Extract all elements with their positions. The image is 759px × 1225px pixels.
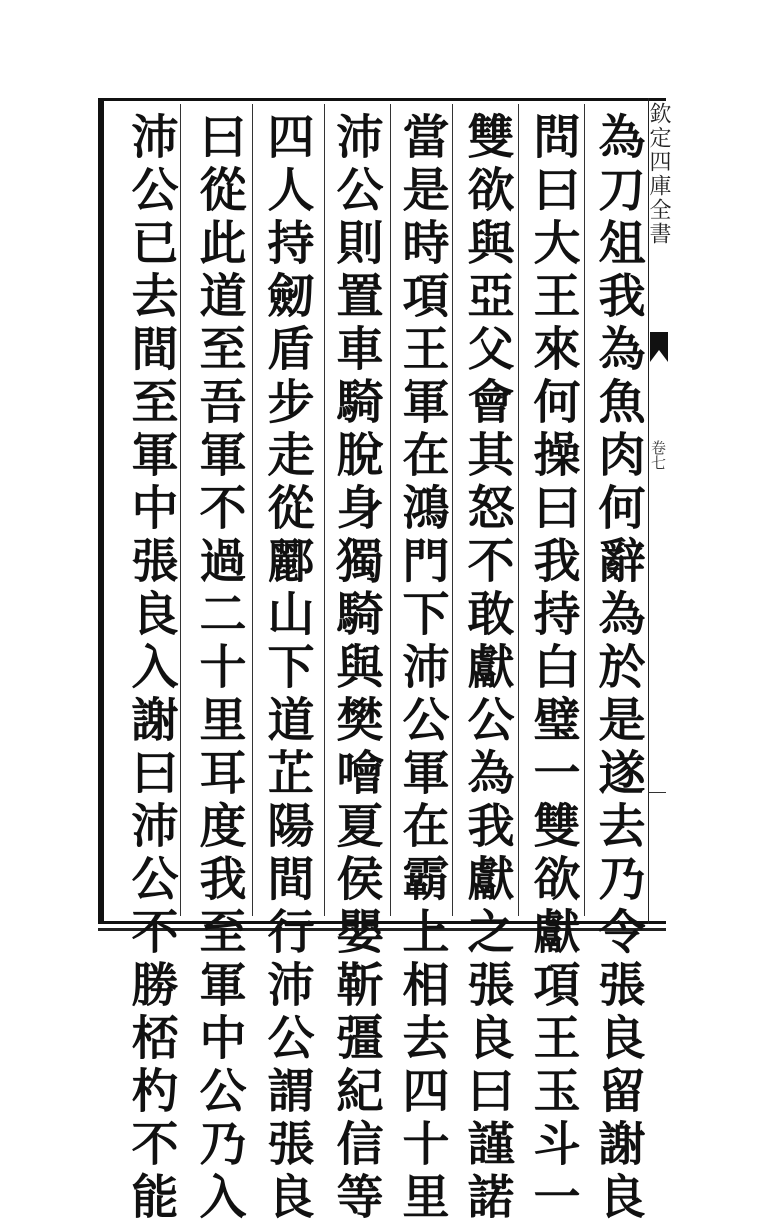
column-text: 沛公已去間至軍中張良入謝曰沛公不勝桮杓不能 — [123, 112, 179, 1225]
column-divider — [180, 104, 181, 916]
column-text: 曰從此道至吾軍不過二十里耳度我至軍中公乃入 — [191, 112, 247, 1225]
column-text: 問曰大王來何操曰我持白璧一雙欲獻項王玉斗一 — [525, 112, 581, 1225]
column-divider — [518, 104, 519, 916]
margin-tick — [648, 792, 666, 793]
column-text: 沛公則置車騎脫身獨騎與樊噲夏侯嬰靳彊紀信等 — [328, 112, 384, 1225]
column-divider — [324, 104, 325, 916]
text-column-8 — [122, 112, 179, 1225]
text-column-2 — [524, 112, 581, 1225]
text-column-3 — [458, 112, 515, 1225]
column-text: 四人持劒盾步走從酈山下道芷陽間行沛公謂張良 — [259, 112, 315, 1225]
fishtail-mark-icon — [650, 332, 668, 362]
text-column-1 — [589, 112, 646, 1225]
column-divider — [390, 104, 391, 916]
text-column-6 — [258, 112, 315, 1225]
column-text: 當是時項王軍在鴻門下沛公軍在霸上相去四十里 — [394, 112, 450, 1225]
column-text: 雙欲與亞父會其怒不敢獻公為我獻之張良曰謹諾 — [459, 112, 515, 1225]
text-column-7 — [190, 112, 247, 1225]
column-divider — [584, 104, 585, 916]
column-divider — [252, 104, 253, 916]
column-divider — [452, 104, 453, 916]
margin-volume: 卷七 — [649, 440, 667, 470]
column-text: 為刀俎我為魚肉何辭為於是遂去乃令張良留謝良 — [590, 112, 646, 1225]
text-column-5 — [327, 112, 384, 1225]
margin-book-title: 欽定四庫全書 — [646, 102, 671, 246]
text-column-4 — [393, 112, 450, 1225]
